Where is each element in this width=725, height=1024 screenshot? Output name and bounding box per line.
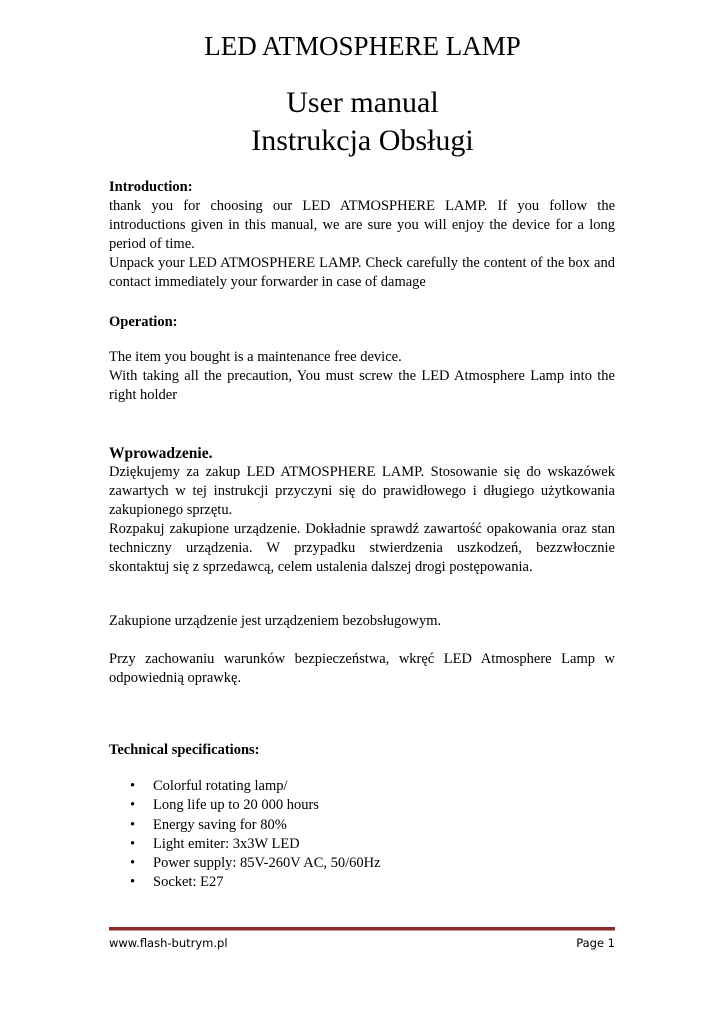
wprowadzenie-heading: Wprowadzenie. — [109, 445, 213, 462]
footer-page-number: Page 1 — [576, 936, 615, 950]
wprowadzenie-paragraph-1: Dziękujemy za zakup LED ATMOSPHERE LAMP. Stosowanie się do wskazówek zawartych w tej instrukcji przyczyni się do prawidłowego i długiego użytkowania zakupionego sprzętu. — [109, 464, 615, 518]
obsluga-line-2-block — [109, 650, 615, 688]
spec-item: • Socket: E27 — [130, 873, 381, 892]
spec-item: • Energy saving for 80% — [130, 816, 381, 835]
wprowadzenie-section — [109, 444, 615, 577]
introduction-paragraph-1: thank you for choosing our LED ATMOSPHERE LAMP. If you follow the introductions given in this manual, we are sure you will enjoy the device for a long period of time. — [109, 198, 615, 252]
obsluga-line-1-block — [109, 612, 615, 631]
obsluga-line-2: Przy zachowaniu warunków bezpieczeństwa, wkręć LED Atmosphere Lamp w odpowiednią oprawkę. — [109, 651, 615, 686]
footer-divider — [109, 927, 615, 931]
spec-item: • Light emiter: 3x3W LED — [130, 835, 381, 854]
spec-item: • Long life up to 20 000 hours — [130, 796, 381, 815]
operation-line-2: With taking all the precaution, You must screw the LED Atmosphere Lamp into the right holder — [109, 368, 615, 403]
introduction-section — [109, 178, 615, 292]
technical-heading-block — [109, 741, 615, 760]
operation-heading-block — [109, 313, 615, 332]
spec-item: • Power supply: 85V-260V AC, 50/60Hz — [130, 854, 381, 873]
subtitle-polish: Instrukcja Obsługi — [251, 124, 474, 157]
obsluga-line-1: Zakupione urządzenie jest urządzeniem bezobsługowym. — [109, 613, 442, 629]
page-title: LED ATMOSPHERE LAMP — [204, 31, 521, 61]
introduction-paragraph-2: Unpack your LED ATMOSPHERE LAMP. Check carefully the content of the box and contact immediately your forwarder in case of damage — [109, 255, 615, 290]
introduction-heading: Introduction: — [109, 179, 193, 195]
subtitle-english: User manual — [286, 86, 439, 119]
wprowadzenie-paragraph-2: Rozpakuj zakupione urządzenie. Dokładnie sprawdź zawartość opakowania oraz stan techniczny urządzenia. W przypadku stwierdzenia uszkodzeń, bezzwłocznie skontaktuj się z sprzedawcą, celem ustalenia dalszej drogi postępowania. — [109, 521, 615, 575]
spec-item: • Colorful rotating lamp/ — [130, 777, 381, 796]
technical-spec-list — [130, 777, 381, 893]
operation-line-1: The item you bought is a maintenance free device. — [109, 349, 402, 365]
operation-heading: Operation: — [109, 314, 178, 330]
technical-heading: Technical specifications: — [109, 742, 260, 758]
footer-website: www.flash-butrym.pl — [109, 936, 228, 950]
operation-section — [109, 348, 615, 405]
